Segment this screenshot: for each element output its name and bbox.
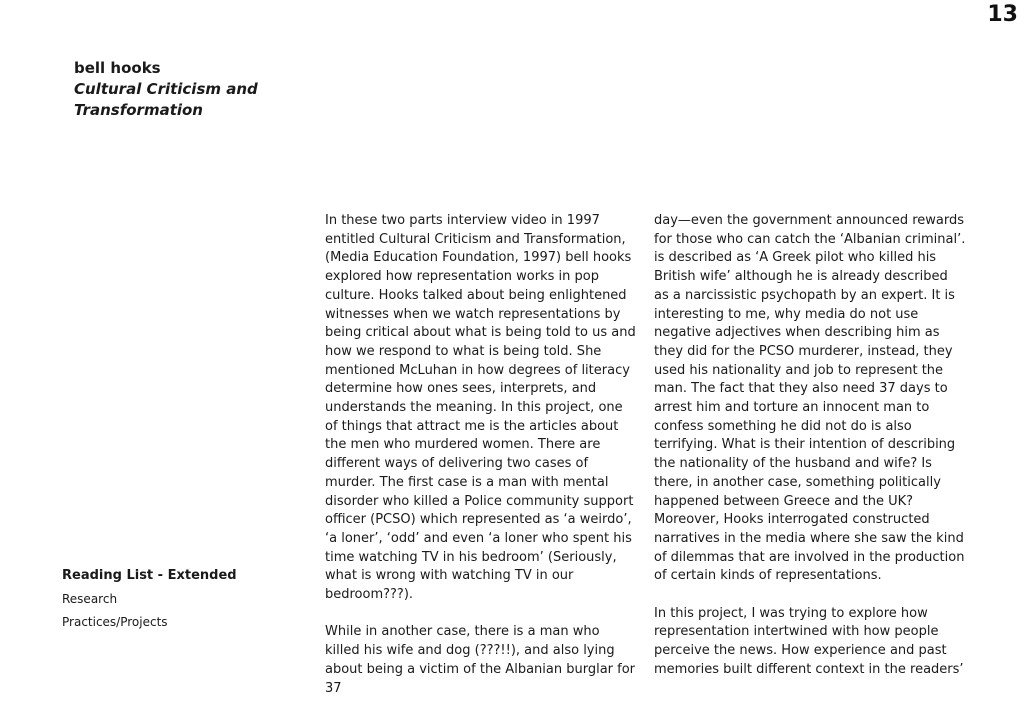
author-name: bell hooks (74, 59, 161, 77)
sidebar-link-research[interactable]: Research (62, 592, 118, 606)
paragraph: In these two parts interview video in 1997 entitled Cultural Criticism and Transformation, (Media Education Foundation, 1997) bell hooks explored how representation works in pop culture. Hooks talked about being enlightened witnesses when we watch representations by being critical about what is being told to us and how we respond to what is being told. She mentioned McLuhan in how degrees of literacy determine how ones sees, interprets, and understands the meaning. In this project, one of things that attract me is the articles about the men who murdered women. There are different ways of delivering two cases of murder. The first case is a man with mental disorder who killed a Police community support officer (PCSO) which represented as ‘a weirdo’, ‘a loner’, ‘odd’ and even ‘a loner who spent his time watching TV in his bedroom’ (Seriously, what is wrong with watching TV in our bedroom???). (325, 213, 636, 603)
work-title-line-1: Cultural Criticism and (74, 80, 258, 98)
title-block (74, 58, 258, 121)
reading-list-heading: Reading List - Extended (62, 568, 237, 583)
body-column-2 (654, 212, 966, 698)
paragraph: While in another case, there is a man who killed his wife and dog (???!!), and also lying about being a victim of the Albanian burglar for 37 (325, 624, 636, 696)
sidebar-link-practices-projects[interactable]: Practices/Projects (62, 615, 168, 629)
paragraph: In this project, I was trying to explore how representation intertwined with how people perceive the news. How experience and past memories built different context in the readers’ (654, 605, 964, 677)
paragraph: day—even the government announced rewards for those who can catch the ‘Albanian criminal’. is described as ‘A Greek pilot who killed his British wife’ although he is already described as a narcissistic psychopath by an expert. It is interesting to me, why media do not use negative adjectives when describing him as they did for the PCSO murderer, instead, they used his nationality and job to represent the man. The fact that they also need 37 days to arrest him and torture an innocent man to confess something he did not do is also terrifying. What is their intention of describing the nationality of the husband and wife? Is there, in another case, something politically happened between Greece and the UK? Moreover, Hooks interrogated constructed narratives in the media where she saw the kind of dilemmas that are involved in the production of certain kinds of representations. (654, 213, 966, 584)
body-column-1 (325, 212, 637, 717)
reading-list-sidebar (62, 568, 237, 638)
work-title-line-2: Transformation (74, 101, 203, 119)
page-number: 13 (987, 2, 1018, 27)
